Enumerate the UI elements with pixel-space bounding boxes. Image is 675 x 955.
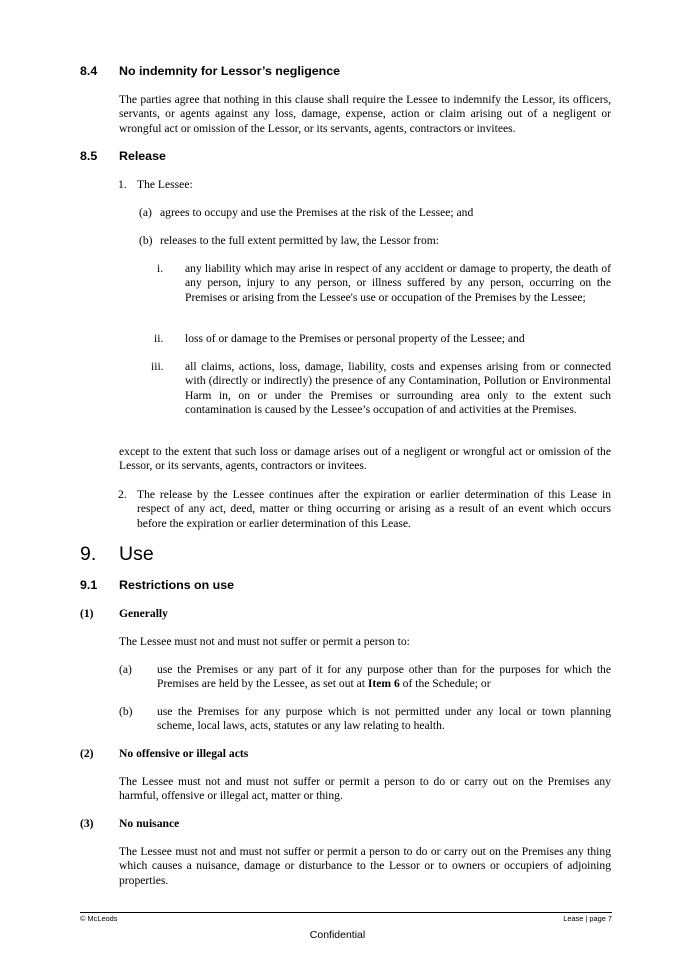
subclause-2-number: (2) (80, 747, 94, 760)
release-exception-text: except to the extent that such loss or damage arises out of a negligent or wrongful act or omission of the Lessor, or its servants, agents, contractors or invitees. (119, 445, 611, 473)
list-item-iii-number: iii. (151, 360, 164, 373)
clause-8-4-heading: No indemnity for Lessor’s negligence (119, 64, 341, 78)
section-9-heading: Use (119, 543, 154, 565)
subclause-3-body: The Lessee must not and must not suffer or permit a person to do or carry out on the Premises any thing which causes a nuisance, damage or disturbance to the Lessor or to owners or occupiers of adjoining properties. (119, 845, 611, 887)
list-item-a-text: agrees to occupy and use the Premises at the risk of the Lessee; and (160, 206, 474, 219)
subclause-3-number: (3) (80, 817, 94, 830)
footer-confidential: Confidential (309, 929, 366, 941)
list-item-ii-number: ii. (154, 332, 164, 345)
clause-9-1-number: 9.1 (80, 578, 98, 592)
footer-rule (80, 912, 612, 913)
use-item-b-text: use the Premises for any purpose which is not permitted under any local or town planning scheme, local laws, acts, statutes or any law relating to health. (157, 705, 611, 733)
list-item-1-text: The Lessee: (137, 178, 193, 191)
list-item-b-text: releases to the full extent permitted by law, the Lessor from: (160, 234, 440, 247)
list-item-a-number: (a) (139, 206, 152, 219)
list-item-2-text: The release by the Lessee continues after the expiration or earlier determination of this Lease in respect of any act, deed, matter or thing occurring or arising as a result of an event which occurs before the expiration or earlier determination of this Lease. (137, 488, 611, 530)
use-item-b-number: (b) (119, 705, 133, 718)
list-item-1-number: 1. (118, 178, 127, 191)
list-item-2-number: 2. (118, 488, 127, 501)
subclause-1-number: (1) (80, 607, 94, 620)
subclause-2-heading: No offensive or illegal acts (119, 747, 249, 760)
list-item-i-text: any liability which may arise in respect of any accident or damage to property, the death of any person, injury to any person, or illness suffered by any person, occurring on the Premises or arising from the Lessee's use or occupation of the Premises by the Lessee; (185, 262, 611, 304)
use-item-a-number: (a) (119, 663, 132, 676)
clause-9-1-heading: Restrictions on use (119, 578, 234, 592)
footer-copyright: © McLeods (80, 914, 118, 923)
use-item-a-text: use the Premises or any part of it for any purpose other than for the purposes for which the Premises are held by the Lessee, as set out at Item 6 of the Schedule; or (157, 663, 611, 691)
clause-8-4-number: 8.4 (80, 64, 98, 78)
footer-page-label: Lease | page 7 (563, 914, 612, 923)
subclause-1-body: The Lessee must not and must not suffer or permit a person to: (119, 635, 410, 648)
list-item-b-number: (b) (139, 234, 153, 247)
clause-8-5-heading: Release (119, 149, 166, 163)
clause-8-5-number: 8.5 (80, 149, 98, 163)
list-item-ii-text: loss of or damage to the Premises or personal property of the Lessee; and (185, 332, 525, 345)
subclause-2-body: The Lessee must not and must not suffer or permit a person to do or carry out on the Premises any harmful, offensive or illegal act, matter or thing. (119, 775, 611, 803)
list-item-i-number: i. (157, 262, 164, 275)
subclause-1-heading: Generally (119, 607, 168, 620)
clause-8-4-body: The parties agree that nothing in this clause shall require the Lessee to indemnify the Lessor, its officers, servants, or agents against any loss, damage, expense, action or claim arising out of a negligent or wrongful act or omission of the Lessor, or its servants, agents, contractors or invitees. (119, 93, 611, 135)
section-9-number: 9. (80, 543, 97, 565)
subclause-3-heading: No nuisance (119, 817, 180, 830)
list-item-iii-text: all claims, actions, loss, damage, liability, costs and expenses arising from or connected with (directly or indirectly) the presence of any Contamination, Pollution or Environmental Harm in, on or under the Premises or surrounding area only to the extent such contamination is caused by the Lessee’s occupation of and activities at the Premises. (185, 360, 611, 416)
